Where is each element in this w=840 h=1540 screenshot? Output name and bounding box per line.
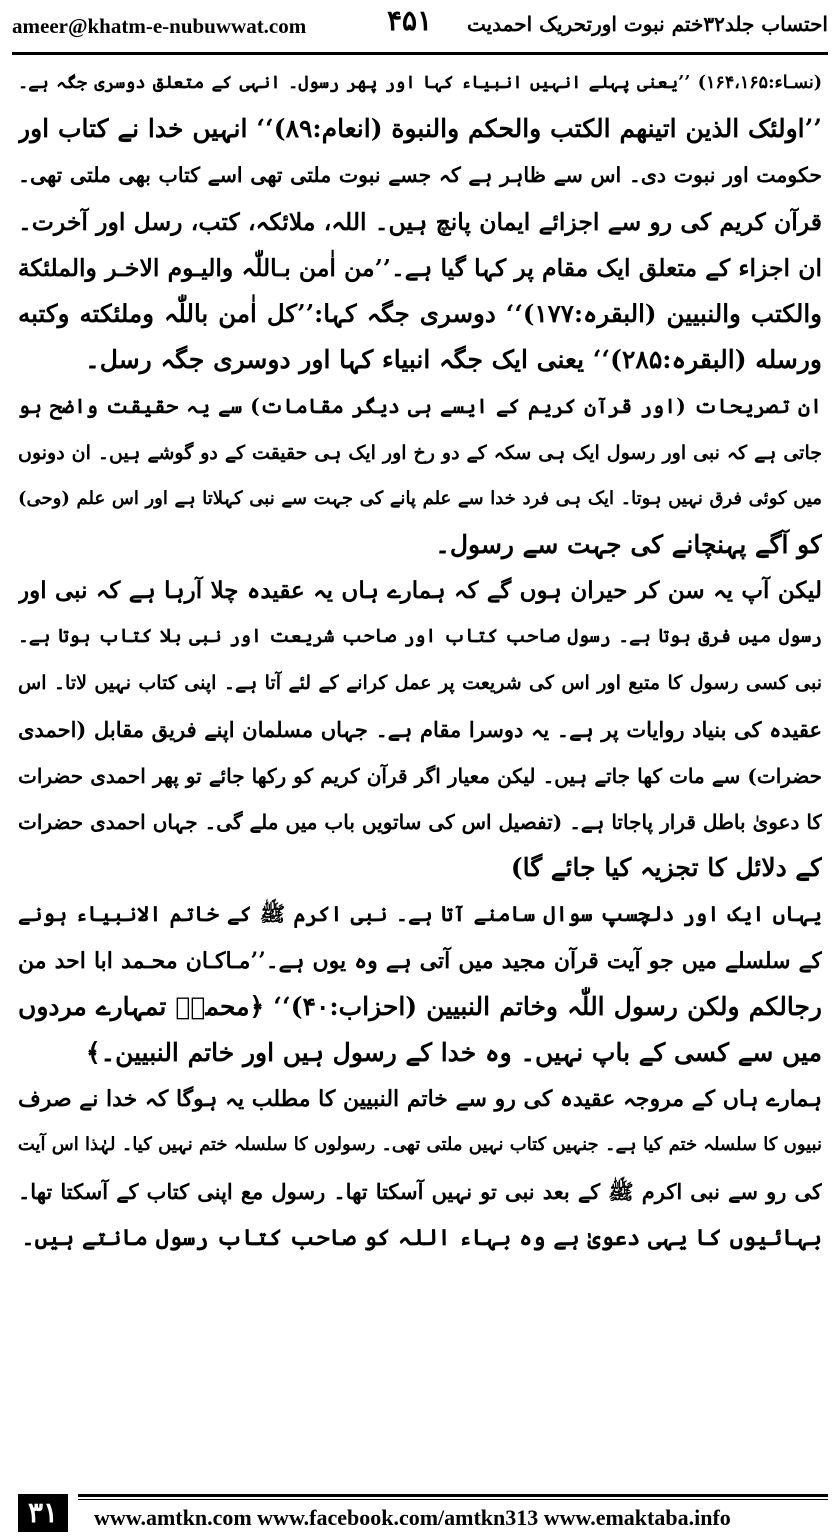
header-email: ameer@khatm-e-nubuwwat.com bbox=[12, 14, 307, 38]
text-line: ان تصریحات (اور قرآن کریم کے ایسے ہی دیگر مقامات) سے یہ حقیقت واضح ہو bbox=[18, 394, 822, 419]
text-line: کا دعویٰ باطل قرار پاجاتا ہے۔ (تفصیل اس کی ساتویں باب میں ملے گی۔ جہاں احمدی حضرات bbox=[18, 810, 822, 834]
text-line: میں کوئی فرق نہیں ہوتا۔ ایک ہی فرد خدا سے علم پانے کی جہت سے نبی کہلاتا ہے اور اس علم (وحی) bbox=[18, 487, 822, 509]
text-line: نبی کسی رسول کا متبع اور اس کی شریعت پر عمل کرانے کے لئے آتا ہے۔ اپنی کتاب نہیں لاتا۔ اس bbox=[18, 672, 822, 695]
text-line: نبیوں کا سلسلہ ختم کیا ہے۔ جنہیں کتاب نہیں ملتی تھی۔ رسولوں کا سلسلہ ختم نہیں کیا۔ لہٰذا اس آیت bbox=[18, 1134, 822, 1156]
text-line: کے دلائل کا تجزیہ کیا جائے گا) bbox=[510, 853, 822, 883]
text-line: رجالکم ولکن رسول اللّٰہ وخاتم النبیین (احزاب:۴۰)‘‘ ﴿محمدؐ تمہارے مردوں bbox=[18, 991, 822, 1021]
footer-urls: www.amtkn.com www.facebook.com/amtkn313 www.emaktaba.info bbox=[94, 1505, 731, 1530]
text-line: کے سلسلے میں جو آیت قرآن مجید میں آتی ہے وہ یوں ہے۔’’مـاکـان محـمد ابا احد من bbox=[18, 947, 822, 974]
page-header bbox=[0, 0, 840, 50]
text-line: حضرات) سے مات کھا جاتے ہیں۔ لیکن معیار اگر قرآن کریم کو رکھا جائے تو پھر احمدی حضرات bbox=[18, 763, 822, 788]
text-line: ’’اولئک الذین اتینهم الکتب والحکم والنبوة (انعام:۸۹)‘‘ انہیں خدا نے کتاب اور bbox=[18, 114, 822, 144]
text-line: والکتب والنبیین (البقرہ:۱۷۷)‘‘ دوسری جگہ کہا:’’کل اٰمن باللّٰہ وملئکته وکتبه bbox=[18, 298, 822, 328]
footer-page-number: ۳۱ bbox=[18, 1494, 68, 1532]
text-line: ورسله (البقرہ:۲۸۵)‘‘ یعنی ایک جگہ انبیاء کہا اور دوسری جگہ رسل۔ bbox=[85, 345, 822, 375]
text-line: لیکن آپ یہ سن کر حیران ہوں گے کہ ہمارے ہاں یہ عقیدہ چلا آرہا ہے کہ نبی اور bbox=[18, 577, 822, 605]
text-line: حکومت اور نبوت دی۔ اس سے ظاہر ہے کہ جسے نبوت ملتی تھی اسے کتاب بھی ملتی تھی۔ bbox=[18, 163, 822, 188]
text-line: بہائیوں کا یہی دعویٰ ہے وہ بہاء اللہ کو صاحب کتاب رسول مانتے ہیں۔ bbox=[21, 1224, 822, 1251]
text-line: ان اجزاء کے متعلق ایک مقام پر کہا گیا ہے۔’’من اٰمن بـاللّٰہ والیـوم الاخـر والملئکة bbox=[18, 253, 822, 282]
header-book-title: احتساب جلد۳۲ختم نبوت اورتحریک احمدیت bbox=[466, 12, 828, 36]
text-line: رسول میں فرق ہوتا ہے۔ رسول صاحب کتاب اور صاحب شریعت اور نبی بلا کتاب ہوتا ہے۔ bbox=[18, 626, 822, 648]
text-line: یہاں ایک اور دلچسپ سوال سامنے آتا ہے۔ نبی اکرم ﷺ کے خاتم الانبیاء ہونے bbox=[18, 901, 822, 927]
footer-rule-thin bbox=[78, 1499, 828, 1500]
text-line: ہمارے ہاں کے مروجہ عقیدہ کی رو سے خاتم النبیین کا مطلب یہ ہوگا کہ خدا نے صرف bbox=[18, 1086, 822, 1113]
footer-rule-thick bbox=[78, 1494, 828, 1497]
page-body bbox=[18, 60, 822, 1478]
text-line: (نسـاء:۱۶۴،۱۶۵) ’’یعنی پہلے انہیں انبیاء کہا اور پھر رسول۔ انہی کے متعلق دوسری جگہ ہے۔ bbox=[18, 73, 822, 93]
page-footer bbox=[0, 1484, 840, 1540]
text-line: میں سے کسی کے باپ نہیں۔ وہ خدا کے رسول ہیں اور خاتم النبیین۔﴾ bbox=[85, 1037, 822, 1067]
text-line: جاتی ہے کہ نبی اور رسول ایک ہی سکہ کے دو رخ اور ایک ہی حقیقت کے دو گوشے ہیں۔ ان دونوں bbox=[18, 441, 822, 464]
header-page-number: ۴۵۱ bbox=[387, 4, 433, 37]
text-line: کی رو سے نبی اکرم ﷺ کے بعد نبی تو نہیں آسکتا تھا۔ رسول مع اپنی کتاب کے آسکتا تھا۔ bbox=[18, 1178, 822, 1204]
header-rule bbox=[12, 52, 828, 55]
text-line: عقیدہ کی بنیاد روایات پر ہے۔ یہ دوسرا مقام ہے۔ جہاں مسلمان اپنے فریق مقابل (احمدی bbox=[18, 716, 822, 742]
text-line: قرآن کریم کی رو سے اجزائے ایمان پانچ ہیں۔ اللہ، ملائکہ، کتب، رسل اور آخرت۔ bbox=[18, 207, 822, 236]
text-line: کو آگے پہنچانے کی جہت سے رسول۔ bbox=[435, 529, 822, 559]
